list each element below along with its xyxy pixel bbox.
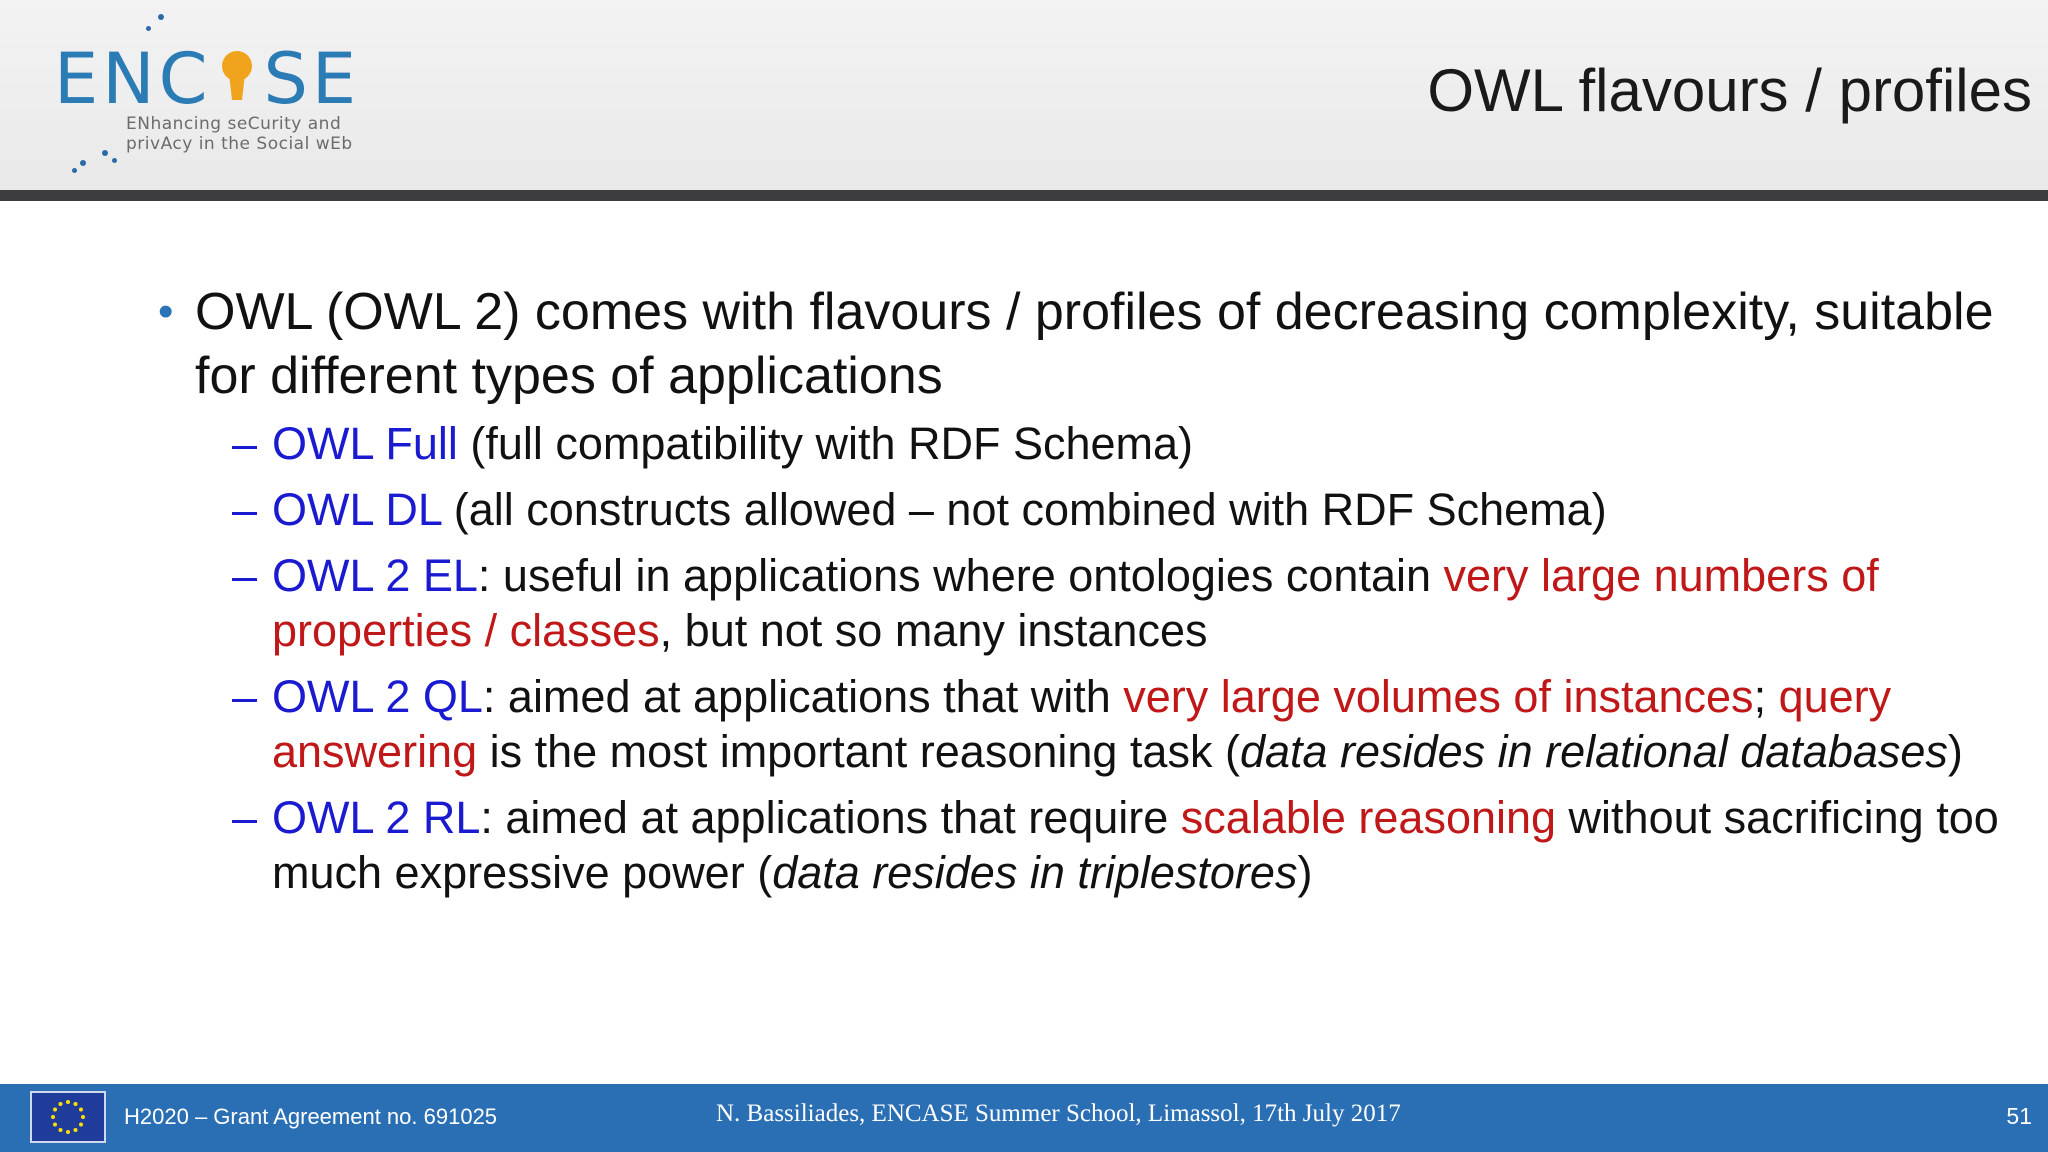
sub-bullet-text: : aimed at applications that require [480, 792, 1181, 843]
logo-tagline-2: privAcy in the Social wEb [126, 134, 353, 154]
slide-body [150, 280, 2000, 911]
sub-bullet-text: (full compatibility with RDF Schema) [457, 418, 1194, 469]
slide-header [0, 0, 2048, 190]
page-number: 51 [2006, 1103, 2032, 1129]
logo-dot [112, 158, 117, 163]
eu-star [74, 1102, 78, 1106]
profile-name: OWL Full [272, 418, 458, 469]
dash-icon: – [232, 484, 258, 535]
bullet-dot-icon: • [158, 287, 174, 336]
highlight-text: very large volumes of instances [1123, 671, 1754, 722]
logo-dot [158, 14, 164, 20]
logo-dot [146, 26, 151, 31]
slide-title: OWL flavours / profiles [1427, 57, 2032, 124]
sub-bullet-item [150, 416, 2000, 471]
sub-bullet-text: ; [1753, 671, 1779, 722]
logo-tagline-1: ENhancing seCurity and [126, 114, 342, 134]
sub-bullet-item [150, 669, 2000, 779]
highlight-text: very large numbers of properties / classes [272, 550, 1879, 656]
sub-bullet-text: ) [1947, 726, 1963, 777]
sub-bullet-text: is the most important reasoning task ( [477, 726, 1240, 777]
profile-name: OWL 2 EL [272, 550, 478, 601]
profile-name: OWL DL [272, 484, 442, 535]
sub-bullet-text: ) [1297, 847, 1313, 898]
sub-bullet-list [150, 416, 2000, 900]
encase-logo [50, 8, 370, 178]
dash-icon: – [232, 671, 258, 722]
sub-bullet-text: without sacrificing too much expressive power ( [272, 792, 1999, 898]
highlight-text: scalable reasoning [1180, 792, 1557, 843]
main-bullet-text: OWL (OWL 2) comes with flavours / profiles of decreasing complexity, suitable for different types of applications [195, 283, 1994, 405]
logo-wordmark: ENC SE [54, 38, 361, 120]
italic-note: data resides in triplestores [772, 847, 1298, 898]
logo-dot [72, 168, 77, 173]
eu-star [53, 1108, 57, 1112]
logo-dot [102, 150, 108, 156]
logo-dot [80, 160, 86, 166]
eu-star [74, 1128, 78, 1132]
slide-footer [0, 1084, 2048, 1152]
italic-note: data resides in relational databases [1239, 726, 1948, 777]
profile-name: OWL 2 QL [272, 671, 483, 722]
eu-star [66, 1100, 70, 1104]
sub-bullet-item [150, 548, 2000, 658]
event-text: N. Bassiliades, ENCASE Summer School, Limassol, 17th July 2017 [716, 1100, 1401, 1127]
sub-bullet-text: : useful in applications where ontologies contain [477, 550, 1444, 601]
eu-flag-icon [30, 1091, 106, 1143]
eu-star [79, 1123, 83, 1127]
sub-bullet-text: : aimed at applications that with [482, 671, 1124, 722]
profile-name: OWL 2 RL [272, 792, 481, 843]
sub-bullet-item [150, 790, 2000, 900]
dash-icon: – [232, 550, 258, 601]
eu-star [79, 1108, 83, 1112]
eu-star [51, 1115, 55, 1119]
sub-bullet-item [150, 482, 2000, 537]
eu-star [53, 1123, 57, 1127]
highlight-text: query answering [272, 671, 1892, 777]
sub-bullet-text: (all constructs allowed – not combined with RDF Schema) [441, 484, 1607, 535]
dash-icon: – [232, 418, 258, 469]
sub-bullet-text: , but not so many instances [659, 605, 1208, 656]
header-divider [0, 190, 2048, 201]
eu-star [59, 1128, 63, 1132]
grant-text: H2020 – Grant Agreement no. 691025 [124, 1104, 498, 1129]
eu-star [81, 1115, 85, 1119]
keyhole-icon [211, 44, 263, 114]
eu-star [66, 1130, 70, 1134]
eu-star [59, 1102, 63, 1106]
main-bullet [150, 280, 2000, 408]
dash-icon: – [232, 792, 258, 843]
